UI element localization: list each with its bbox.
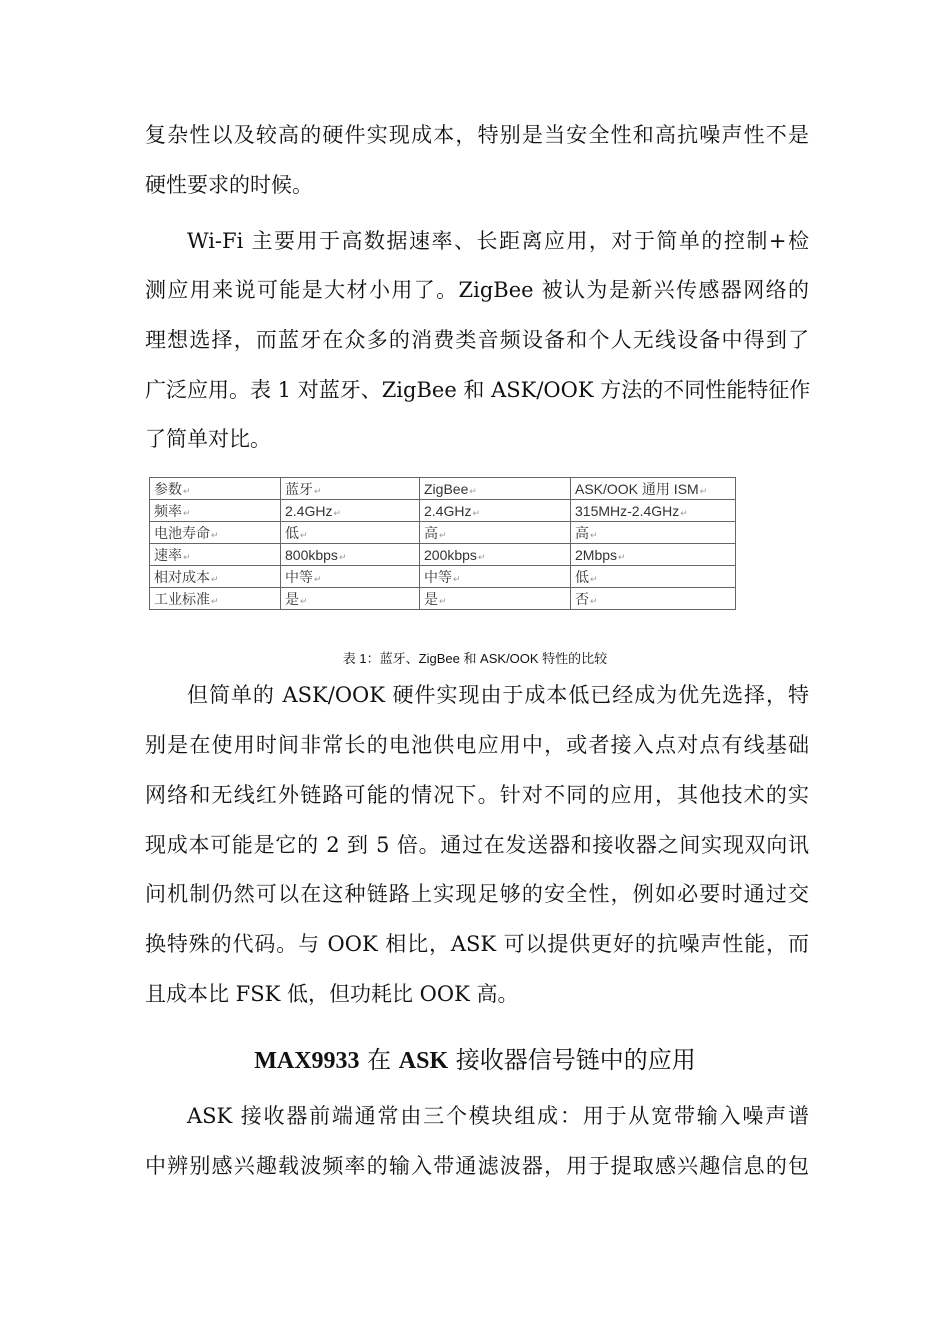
- cell-end-mark-icon: ↵: [439, 595, 447, 606]
- cell-end-mark-icon: ↵: [314, 485, 322, 496]
- table-cell: [150, 588, 281, 610]
- table-cell-text: 315MHz-2.4GHz: [575, 502, 680, 519]
- cell-end-mark-icon: ↵: [453, 573, 461, 584]
- cell-end-mark-icon: ↵: [183, 507, 191, 518]
- table-row: [150, 544, 736, 566]
- table-cell: [150, 544, 281, 566]
- table-cell-text: 低: [575, 568, 589, 585]
- table-cell-text: 电池寿命: [154, 524, 210, 541]
- paragraph-3-line-3: 网络和无线红外链路可能的情况下。针对不同的应用，其他技术的实: [145, 783, 809, 807]
- table-cell-text: 2.4GHz: [285, 502, 333, 519]
- table-cell-text: 工业标准: [154, 590, 210, 607]
- paragraph-3-line-2: 别是在使用时间非常长的电池供电应用中，或者接入点对点有线基础: [145, 733, 809, 757]
- table-cell: [150, 500, 281, 522]
- cell-end-mark-icon: ↵: [680, 507, 688, 518]
- table-cell: [420, 478, 571, 500]
- table-cell-text: 频率: [154, 502, 182, 519]
- paragraph-2-line-2: 测应用来说可能是大材小用了。ZigBee 被认为是新兴传感器网络的: [145, 278, 809, 302]
- table-cell: [420, 500, 571, 522]
- paragraph-2-line-1: Wi-Fi 主要用于高数据速率、长距离应用，对于简单的控制+检: [187, 229, 809, 253]
- paragraph-1-line-2: 硬性要求的时候。: [145, 173, 313, 197]
- cell-end-mark-icon: ↵: [300, 529, 308, 540]
- cell-end-mark-icon: ↵: [618, 551, 626, 562]
- paragraph-1-line-1: 复杂性以及较高的硬件实现成本，特别是当安全性和高抗噪声性不是: [145, 123, 809, 147]
- cell-end-mark-icon: ↵: [699, 485, 708, 496]
- paragraph-3-line-4: 现成本可能是它的 2 到 5 倍。通过在发送器和接收器之间实现双向讯: [145, 833, 809, 857]
- table-cell-text: 2Mbps: [575, 546, 618, 563]
- table-cell: [571, 478, 736, 500]
- cell-end-mark-icon: ↵: [211, 573, 219, 584]
- table-cell-text: 高: [575, 524, 589, 541]
- heading-bold-model: MAX9933: [254, 1048, 360, 1074]
- table-cell: [571, 544, 736, 566]
- cell-end-mark-icon: ↵: [469, 485, 477, 496]
- paragraph-4-line-1: ASK 接收器前端通常由三个模块组成：用于从宽带输入噪声谱: [187, 1104, 809, 1128]
- table-cell-text: 参数: [154, 480, 182, 497]
- cell-end-mark-icon: ↵: [472, 507, 481, 518]
- table-caption: 表 1：蓝牙、ZigBee 和 ASK/OOK 特性的比较: [342, 651, 608, 666]
- table-cell-text: 200kbps: [424, 546, 477, 563]
- table-cell-text: 否: [575, 590, 589, 607]
- table-row: [150, 522, 736, 544]
- heading-bold-ask: ASK: [398, 1048, 449, 1074]
- table-cell: [281, 522, 420, 544]
- table-cell: [571, 522, 736, 544]
- table-cell: [281, 478, 420, 500]
- cell-end-mark-icon: ↵: [300, 595, 308, 606]
- cell-end-mark-icon: ↵: [590, 573, 598, 584]
- cell-end-mark-icon: ↵: [211, 529, 219, 540]
- table-row: [150, 478, 736, 500]
- table-cell: [420, 566, 571, 588]
- table-cell-text: 速率: [154, 546, 182, 563]
- table-cell: [150, 478, 281, 500]
- table-cell: [150, 566, 281, 588]
- table-cell: [150, 522, 281, 544]
- cell-end-mark-icon: ↵: [477, 551, 486, 562]
- cell-end-mark-icon: ↵: [333, 507, 342, 518]
- cell-end-mark-icon: ↵: [590, 595, 598, 606]
- cell-end-mark-icon: ↵: [183, 485, 191, 496]
- cell-end-mark-icon: ↵: [211, 595, 219, 606]
- table-cell-text: ZigBee: [424, 480, 469, 497]
- paragraph-3-line-6: 换特殊的代码。与 OOK 相比，ASK 可以提供更好的抗噪声性能，而: [145, 932, 809, 956]
- table-cell-text: 相对成本: [154, 568, 210, 585]
- table-cell: [420, 588, 571, 610]
- table-cell-text: 中等: [285, 568, 313, 585]
- cell-end-mark-icon: ↵: [590, 529, 598, 540]
- paragraph-3-line-5: 问机制仍然可以在这种链路上实现足够的安全性，例如必要时通过交: [145, 882, 809, 906]
- paragraph-3-line-7: 且成本比 FSK 低，但功耗比 OOK 高。: [145, 982, 519, 1006]
- cell-end-mark-icon: ↵: [314, 573, 322, 584]
- table-cell: [281, 500, 420, 522]
- table-cell: [420, 522, 571, 544]
- paragraph-2-line-4: 广泛应用。表 1 对蓝牙、ZigBee 和 ASK/OOK 方法的不同性能特征作: [145, 378, 811, 402]
- table-cell-text: 高: [424, 524, 438, 541]
- table-cell-text: 蓝牙: [285, 480, 313, 497]
- paragraph-2-line-5: 了简单对比。: [145, 427, 271, 451]
- table-row: [150, 500, 736, 522]
- table-cell-text: 低: [285, 524, 299, 541]
- table-cell: [420, 544, 571, 566]
- table-cell-text: 800kbps: [285, 546, 338, 563]
- section-heading: [0, 1043, 950, 1078]
- heading-text-1: 在: [359, 1046, 399, 1074]
- cell-end-mark-icon: ↵: [338, 551, 347, 562]
- paragraph-3-line-1: 但简单的 ASK/OOK 硬件实现由于成本低已经成为优先选择，特: [187, 683, 809, 707]
- table-cell-text: 是: [285, 590, 299, 607]
- table-cell-text: 2.4GHz: [424, 502, 472, 519]
- table-cell: [281, 588, 420, 610]
- table-cell: [281, 544, 420, 566]
- paragraph-2-line-3: 理想选择，而蓝牙在众多的消费类音频设备和个人无线设备中得到了: [145, 328, 809, 352]
- comparison-table: [149, 477, 736, 610]
- table-row: [150, 588, 736, 610]
- table-cell-text: ASK/OOK 通用 ISM: [575, 480, 699, 497]
- table-cell: [571, 500, 736, 522]
- table-row: [150, 566, 736, 588]
- table-cell: [571, 566, 736, 588]
- table-cell-text: 中等: [424, 568, 452, 585]
- table-cell-text: 是: [424, 590, 438, 607]
- table-cell: [281, 566, 420, 588]
- heading-text-2: 接收器信号链中的应用: [448, 1046, 696, 1074]
- cell-end-mark-icon: ↵: [183, 551, 191, 562]
- table-cell: [571, 588, 736, 610]
- paragraph-4-line-2: 中辨别感兴趣载波频率的输入带通滤波器，用于提取感兴趣信息的包: [145, 1154, 809, 1178]
- cell-end-mark-icon: ↵: [439, 529, 447, 540]
